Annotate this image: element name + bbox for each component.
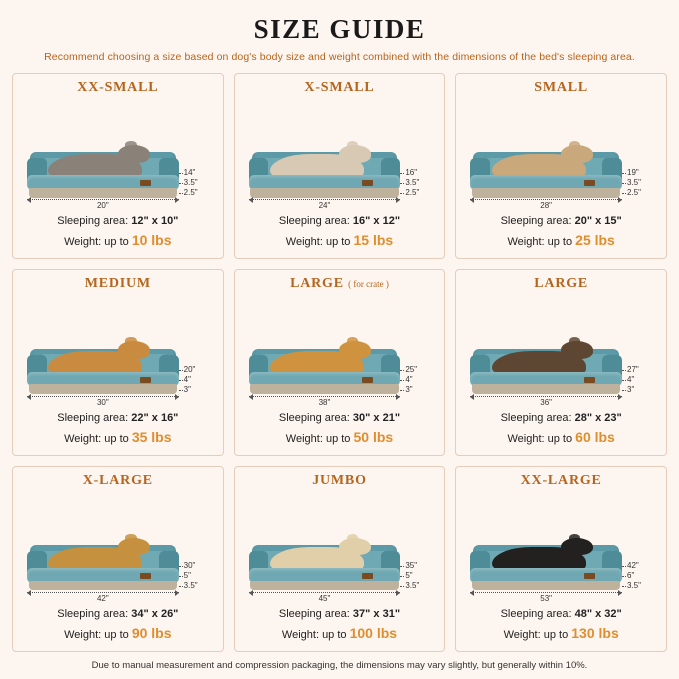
sleeping-area-label: Sleeping area:	[278, 411, 350, 424]
dim-mid-height: 3.5"	[400, 178, 434, 188]
sleeping-area-row	[21, 214, 215, 230]
card-size-note: ( for crate )	[348, 279, 389, 290]
size-card	[12, 73, 224, 259]
width-arrow-icon	[249, 592, 401, 593]
brand-logo-icon	[362, 573, 373, 579]
brand-logo-icon	[140, 573, 151, 579]
weight-label: Weight:	[64, 236, 102, 249]
dim-low-height: 3"	[400, 385, 434, 395]
size-card	[234, 466, 446, 652]
sleeping-area-row	[464, 607, 658, 623]
brand-logo-icon	[362, 377, 373, 383]
weight-row	[21, 230, 215, 251]
brand-logo-icon	[140, 377, 151, 383]
dog-bed-graphic	[249, 349, 401, 397]
width-dimension	[470, 592, 622, 603]
size-card	[234, 269, 446, 455]
dim-total-height: 35"	[400, 561, 434, 571]
height-dimensions	[400, 561, 434, 591]
size-card	[455, 269, 667, 455]
bed-base	[29, 384, 178, 394]
dim-width-label: 24"	[318, 201, 331, 211]
size-card	[234, 73, 446, 259]
width-dimension	[470, 396, 622, 407]
sleeping-area-value: 34" x 26"	[131, 608, 179, 621]
sleeping-area-value: 30" x 21"	[352, 411, 401, 424]
dog-bed-graphic	[470, 349, 622, 397]
weight-value: 25 lbs	[575, 232, 615, 249]
sleeping-area-value: 12" x 10"	[131, 215, 179, 228]
size-card	[455, 466, 667, 652]
card-size-name: JUMBO	[312, 472, 367, 488]
weight-row	[243, 427, 437, 448]
page-subtitle: Recommend choosing a size based on dog's body size and weight combined with the dimensions of the bed's sleeping area.	[44, 51, 635, 63]
dim-width-label: 42"	[96, 594, 109, 604]
dim-total-height: 16"	[400, 168, 434, 178]
sleeping-area-value: 28" x 23"	[574, 411, 622, 424]
bed-illustration	[466, 294, 656, 408]
weight-label: Weight:	[503, 629, 541, 642]
card-specs	[464, 607, 658, 644]
card-title	[243, 80, 437, 96]
sleeping-area-label: Sleeping area:	[57, 215, 129, 228]
size-card	[12, 269, 224, 455]
weight-label: Weight:	[507, 432, 545, 445]
sleeping-area-value: 16" x 12"	[352, 215, 401, 228]
width-dimension	[27, 592, 179, 603]
weight-label: Weight:	[285, 236, 323, 249]
sleeping-area-label: Sleeping area:	[57, 608, 129, 621]
weight-row	[21, 427, 215, 448]
height-dimensions	[622, 168, 656, 198]
bed-base	[250, 384, 399, 394]
weight-row	[464, 427, 658, 448]
dim-width-label: 53"	[540, 594, 553, 604]
bed-illustration	[245, 294, 435, 408]
dim-low-height: 3.5"	[400, 581, 434, 591]
brand-logo-icon	[584, 377, 595, 383]
width-dimension	[249, 199, 401, 210]
sleeping-area-value: 48" x 32"	[574, 608, 622, 621]
card-size-name: X-LARGE	[82, 472, 153, 488]
dim-width-label: 28"	[540, 201, 553, 211]
sleeping-area-label: Sleeping area:	[278, 215, 350, 228]
dim-low-height: 3.5"	[622, 581, 656, 591]
weight-row	[243, 230, 437, 251]
dim-low-height: 2.5"	[622, 188, 656, 198]
sleeping-area-label: Sleeping area:	[500, 411, 572, 424]
sleeping-area-value: 37" x 31"	[352, 608, 401, 621]
page-title: SIZE GUIDE	[253, 14, 426, 44]
weight-upto-label: up to	[325, 432, 351, 445]
brand-logo-icon	[362, 180, 373, 186]
weight-value: 15 lbs	[353, 232, 394, 249]
weight-value: 10 lbs	[131, 232, 172, 249]
size-card	[12, 466, 224, 652]
dim-total-height: 19"	[622, 168, 656, 178]
bed-base	[472, 188, 621, 198]
dim-low-height: 3.5"	[179, 581, 213, 591]
weight-row	[243, 623, 437, 644]
sleeping-area-label: Sleeping area:	[500, 608, 572, 621]
dim-total-height: 27"	[622, 365, 656, 375]
bed-base	[250, 188, 399, 198]
card-size-name: X-SMALL	[304, 80, 375, 95]
width-arrow-icon	[470, 592, 622, 593]
brand-logo-icon	[140, 180, 151, 186]
bed-base	[472, 384, 621, 394]
width-dimension	[249, 592, 401, 603]
bed-illustration	[466, 491, 656, 605]
height-dimensions	[622, 561, 656, 591]
dog-bed-graphic	[27, 152, 179, 200]
dim-low-height: 3"	[622, 385, 656, 395]
card-title	[464, 276, 658, 292]
card-title	[21, 276, 215, 292]
disclaimer-note: Due to manual measurement and compression packaging, the dimensions may vary slightly, but generally within 10%.	[91, 660, 588, 671]
dim-total-height: 20"	[179, 365, 213, 375]
width-arrow-icon	[27, 199, 179, 200]
weight-upto-label: up to	[104, 629, 129, 642]
height-dimensions	[622, 365, 656, 395]
sleeping-area-label: Sleeping area:	[57, 411, 129, 424]
sleeping-area-label: Sleeping area:	[278, 608, 350, 621]
dim-low-height: 2.5"	[400, 188, 434, 198]
card-specs	[464, 411, 658, 448]
weight-row	[464, 230, 658, 251]
dim-mid-height: 4"	[622, 375, 656, 385]
card-specs	[243, 607, 437, 644]
dim-low-height: 2.5"	[179, 188, 213, 198]
card-specs	[21, 411, 215, 448]
dim-total-height: 42"	[622, 561, 656, 571]
size-card	[455, 73, 667, 259]
sleeping-area-row	[21, 411, 215, 427]
sleeping-area-row	[243, 607, 437, 623]
dim-width-label: 20"	[96, 201, 109, 211]
width-arrow-icon	[249, 396, 401, 397]
card-title	[243, 473, 437, 489]
sleeping-area-row	[243, 411, 437, 427]
weight-upto-label: up to	[325, 236, 351, 249]
weight-upto-label: up to	[547, 432, 573, 445]
bed-illustration	[23, 98, 213, 212]
card-specs	[21, 214, 215, 251]
weight-upto-label: up to	[104, 432, 129, 445]
dim-width-label: 38"	[318, 397, 331, 407]
weight-label: Weight:	[64, 629, 102, 642]
width-arrow-icon	[470, 199, 622, 200]
card-specs	[243, 214, 437, 251]
dim-mid-height: 4"	[179, 375, 213, 385]
bed-base	[29, 581, 178, 591]
card-title	[243, 276, 437, 292]
bed-illustration	[245, 98, 435, 212]
dim-width-label: 30"	[96, 397, 109, 407]
weight-upto-label: up to	[322, 629, 347, 642]
sleeping-area-row	[21, 607, 215, 623]
weight-row	[464, 623, 658, 644]
dim-total-height: 14"	[179, 168, 213, 178]
height-dimensions	[179, 168, 213, 198]
weight-row	[21, 623, 215, 644]
card-size-name: LARGE	[290, 276, 344, 292]
weight-label: Weight:	[285, 432, 323, 445]
card-title	[464, 473, 658, 489]
sleeping-area-row	[464, 411, 658, 427]
bed-illustration	[245, 491, 435, 605]
weight-upto-label: up to	[547, 236, 573, 249]
card-title	[21, 80, 215, 96]
weight-label: Weight:	[281, 629, 319, 642]
bed-base	[472, 581, 621, 591]
weight-value: 130 lbs	[571, 625, 619, 642]
dim-mid-height: 3.5"	[179, 178, 213, 188]
brand-logo-icon	[584, 180, 595, 186]
weight-label: Weight:	[64, 432, 102, 445]
card-size-name: LARGE	[534, 276, 589, 292]
weight-value: 100 lbs	[349, 625, 398, 642]
card-size-name: MEDIUM	[84, 276, 151, 292]
bed-illustration	[23, 491, 213, 605]
width-arrow-icon	[27, 396, 179, 397]
height-dimensions	[400, 365, 434, 395]
height-dimensions	[400, 168, 434, 198]
dim-total-height: 30"	[179, 561, 213, 571]
card-specs	[464, 214, 658, 251]
width-arrow-icon	[249, 199, 401, 200]
dog-bed-graphic	[27, 545, 179, 593]
weight-upto-label: up to	[543, 629, 569, 642]
dim-mid-height: 4"	[400, 375, 434, 385]
card-specs	[21, 607, 215, 644]
height-dimensions	[179, 365, 213, 395]
weight-upto-label: up to	[104, 236, 129, 249]
bed-base	[250, 581, 399, 591]
card-specs	[243, 411, 437, 448]
weight-value: 90 lbs	[131, 625, 172, 642]
dim-width-label: 45"	[318, 594, 331, 604]
dim-low-height: 3"	[179, 385, 213, 395]
dim-total-height: 25"	[400, 365, 434, 375]
sleeping-area-value: 22" x 16"	[131, 411, 179, 424]
bed-base	[29, 188, 178, 198]
width-dimension	[27, 199, 179, 210]
dog-bed-graphic	[470, 152, 622, 200]
dog-bed-graphic	[249, 152, 401, 200]
card-size-name: XX-SMALL	[77, 80, 159, 95]
dim-width-label: 36"	[540, 397, 553, 407]
weight-value: 60 lbs	[575, 428, 615, 445]
dog-bed-graphic	[470, 545, 622, 593]
card-title	[21, 473, 215, 489]
sleeping-area-row	[243, 214, 437, 230]
width-dimension	[249, 396, 401, 407]
dog-bed-graphic	[249, 545, 401, 593]
width-arrow-icon	[470, 396, 622, 397]
dim-mid-height: 5"	[179, 571, 213, 581]
card-size-name: SMALL	[534, 80, 589, 95]
dim-mid-height: 3.5"	[622, 178, 656, 188]
dog-bed-graphic	[27, 349, 179, 397]
weight-label: Weight:	[507, 236, 545, 249]
card-title	[464, 80, 658, 96]
brand-logo-icon	[584, 573, 595, 579]
bed-illustration	[466, 98, 656, 212]
width-dimension	[470, 199, 622, 210]
width-dimension	[27, 396, 179, 407]
dim-mid-height: 5"	[400, 571, 434, 581]
dim-mid-height: 6"	[622, 571, 656, 581]
card-size-name: XX-LARGE	[520, 472, 602, 488]
sleeping-area-value: 20" x 15"	[574, 215, 622, 228]
sleeping-area-row	[464, 214, 658, 230]
sleeping-area-label: Sleeping area:	[500, 215, 572, 228]
weight-value: 35 lbs	[131, 428, 172, 445]
weight-value: 50 lbs	[353, 428, 394, 445]
size-cards-grid	[12, 73, 667, 652]
bed-illustration	[23, 294, 213, 408]
width-arrow-icon	[27, 592, 179, 593]
height-dimensions	[179, 561, 213, 591]
